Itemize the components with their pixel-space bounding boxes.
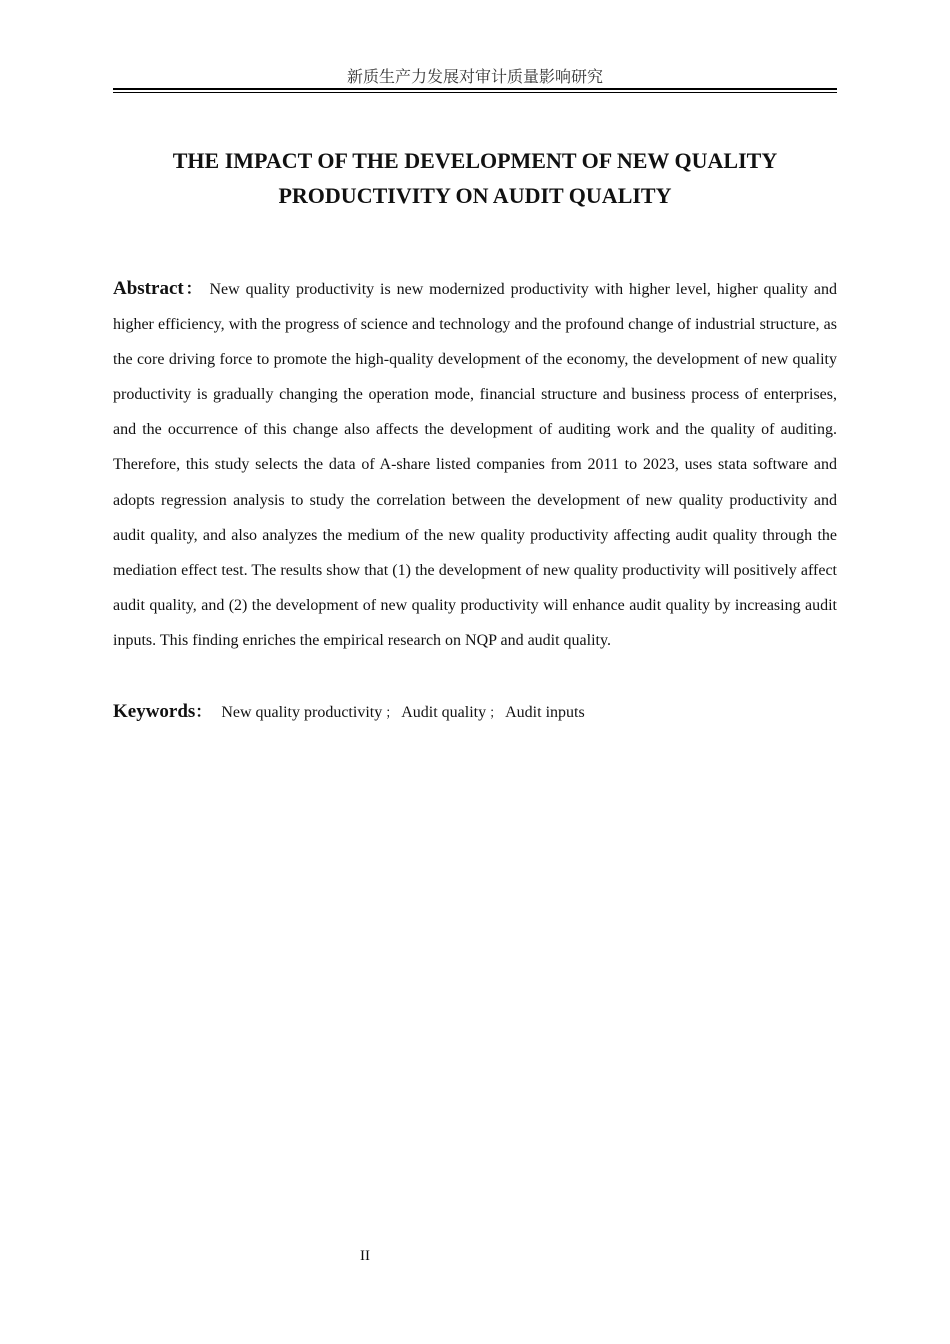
keywords-line (113, 697, 837, 729)
paper-title-line-1: THE IMPACT OF THE DEVELOPMENT OF NEW QUALITY (172, 148, 778, 173)
keyword-item: Audit quality (401, 704, 487, 721)
keyword-item: Audit inputs (505, 704, 585, 721)
abstract-text: New quality productivity is new modernized productivity with higher level, higher quality and higher efficiency, with the progress of science and technology and the profound change of industrial structure, as the core driving force to promote the high-quality development of the economy, the development of new quality productivity is gradually changing the operation mode, financial structure and business process of enterprises, and the occurrence of this change also affects the development of auditing work and the quality of auditing. Therefore, this study selects the data of A-share listed companies from 2011 to 2023, uses stata software and adopts regression analysis to study the correlation between the development of new quality productivity and audit quality, and also analyzes the medium of the new quality productivity affecting audit quality through the mediation effect test. The results show that (1) the development of new quality productivity will positively affect audit quality, and (2) the development of new quality productivity will enhance audit quality by increasing audit inputs. This finding enriches the empirical research on NQP and audit quality. (113, 281, 837, 649)
paper-title-line-2: PRODUCTIVITY ON AUDIT QUALITY (278, 183, 672, 208)
paper-title (113, 143, 837, 213)
keywords-colon: ： (195, 702, 212, 721)
abstract-colon: ： (183, 279, 204, 298)
page-number: II (360, 1248, 370, 1264)
header-rule-thin (113, 92, 837, 93)
running-header: 新质生产力发展对审计质量影响研究 (346, 67, 603, 86)
header-rule-thick (113, 88, 837, 90)
keyword-item: New quality productivity (221, 704, 383, 721)
abstract-paragraph (113, 271, 837, 658)
keyword-separator: ； (489, 706, 503, 721)
keyword-separator: ； (385, 706, 399, 721)
keywords-label: Keywords (113, 701, 196, 722)
abstract-label: Abstract (113, 278, 184, 299)
